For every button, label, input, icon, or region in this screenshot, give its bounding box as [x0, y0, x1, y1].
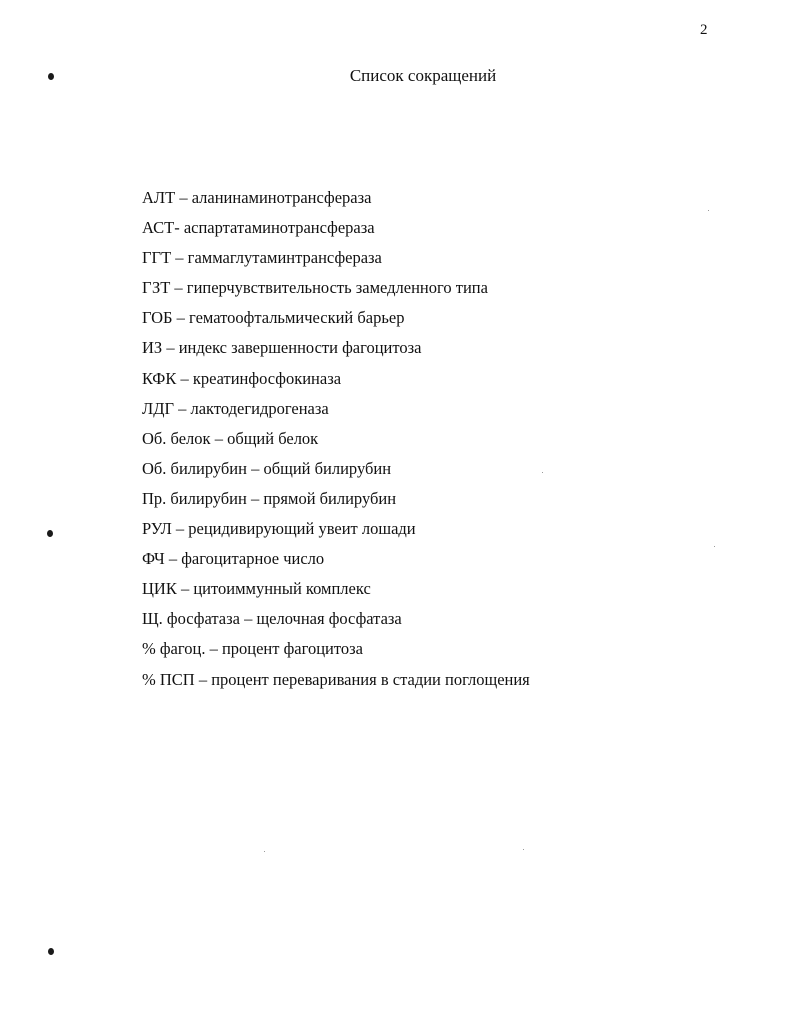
- abbreviation-term: АСТ: [142, 218, 175, 238]
- abbreviation-separator: –: [170, 278, 187, 298]
- punch-hole-mark: [48, 73, 54, 80]
- abbreviation-term: РУЛ: [142, 519, 172, 539]
- page-title: Список сокращений: [349, 66, 497, 85]
- abbreviation-separator: –: [210, 428, 228, 448]
- abbreviation-separator: –: [174, 398, 191, 418]
- abbreviation-separator: –: [239, 609, 257, 629]
- abbreviation-item: [142, 547, 530, 577]
- scan-speck: [708, 210, 709, 211]
- abbreviation-item: [142, 668, 530, 698]
- abbreviation-definition: индекс завершенности фагоцитоза: [178, 338, 422, 358]
- abbreviation-item: [142, 367, 530, 397]
- abbreviation-definition: цитоиммунный комплекс: [193, 579, 371, 599]
- abbreviation-separator: –: [246, 458, 264, 478]
- abbreviation-item: [142, 487, 530, 517]
- abbreviation-separator: –: [194, 669, 212, 689]
- abbreviation-item: [142, 216, 530, 246]
- abbreviation-separator: –: [171, 248, 188, 268]
- punch-hole-mark: [48, 948, 54, 955]
- abbreviation-separator: –: [176, 579, 194, 599]
- abbreviation-separator: -: [174, 218, 184, 238]
- abbreviation-item: [142, 457, 530, 487]
- abbreviation-item: [142, 306, 530, 336]
- abbreviation-separator: –: [176, 368, 193, 388]
- abbreviation-term: ГГТ: [142, 248, 172, 268]
- scan-speck: [714, 546, 715, 547]
- abbreviation-separator: –: [246, 488, 264, 508]
- abbreviation-item: [142, 276, 530, 306]
- abbreviation-definition: гиперчувствительность замедленного типа: [186, 278, 488, 298]
- abbreviation-term: Об. белок: [142, 428, 211, 448]
- abbreviation-separator: –: [175, 188, 192, 207]
- abbreviation-term: % фагоц.: [142, 639, 206, 659]
- abbreviation-term: ГЗТ: [142, 278, 171, 298]
- scan-speck: [264, 851, 265, 852]
- abbreviation-term: АЛТ: [142, 188, 176, 207]
- abbreviation-separator: –: [171, 519, 189, 539]
- abbreviation-separator: –: [162, 338, 179, 358]
- abbreviation-term: ЛДГ: [142, 398, 174, 418]
- abbreviation-definition: лактодегидрогеназа: [190, 398, 329, 418]
- abbreviation-term: Об. билирубин: [142, 458, 247, 478]
- abbreviation-definition: процент фагоцитоза: [221, 639, 363, 659]
- abbreviation-list: [142, 186, 530, 698]
- abbreviation-item: [142, 186, 530, 216]
- abbreviation-term: КФК: [142, 368, 177, 388]
- abbreviation-term: ИЗ: [142, 338, 163, 358]
- abbreviation-separator: –: [164, 549, 182, 569]
- abbreviation-item: [142, 607, 530, 637]
- scan-speck: [542, 472, 543, 473]
- abbreviation-item: [142, 427, 530, 457]
- abbreviation-separator: –: [205, 639, 222, 659]
- scan-speck: [523, 849, 524, 850]
- abbreviation-definition: щелочная фосфатаза: [256, 609, 402, 629]
- abbreviation-definition: прямой билирубин: [263, 488, 397, 508]
- abbreviation-separator: –: [172, 308, 190, 328]
- abbreviation-term: % ПСП: [142, 669, 195, 689]
- abbreviation-item: [142, 397, 530, 427]
- abbreviation-term: Пр. билирубин: [142, 488, 247, 508]
- punch-hole-mark: [47, 530, 53, 537]
- abbreviation-definition: фагоцитарное число: [181, 549, 325, 569]
- abbreviation-term: ФЧ: [142, 549, 165, 569]
- abbreviation-item: [142, 517, 530, 547]
- abbreviation-item: [142, 246, 530, 276]
- abbreviation-term: Щ. фосфатаза: [142, 609, 240, 629]
- abbreviation-definition: гаммаглутаминтрансфераза: [187, 248, 382, 268]
- page-number: 2: [700, 22, 708, 38]
- abbreviation-item: [142, 336, 530, 366]
- abbreviation-definition: рецидивирующий увеит лошади: [188, 519, 416, 539]
- abbreviation-term: ГОБ: [142, 308, 173, 328]
- abbreviation-item: [142, 637, 530, 667]
- abbreviation-definition: креатинфосфокиназа: [192, 368, 342, 388]
- abbreviation-definition: общий белок: [227, 428, 319, 448]
- abbreviation-definition: процент переваривания в стадии поглощения: [211, 669, 530, 689]
- abbreviation-definition: общий билирубин: [263, 458, 392, 478]
- abbreviation-term: ЦИК: [142, 579, 177, 599]
- abbreviation-definition: аспартатаминотрансфераза: [183, 218, 375, 238]
- abbreviation-definition: гематоофтальмический барьер: [189, 308, 405, 328]
- abbreviation-item: [142, 577, 530, 607]
- abbreviation-definition: аланинаминотрансфераза: [191, 188, 372, 207]
